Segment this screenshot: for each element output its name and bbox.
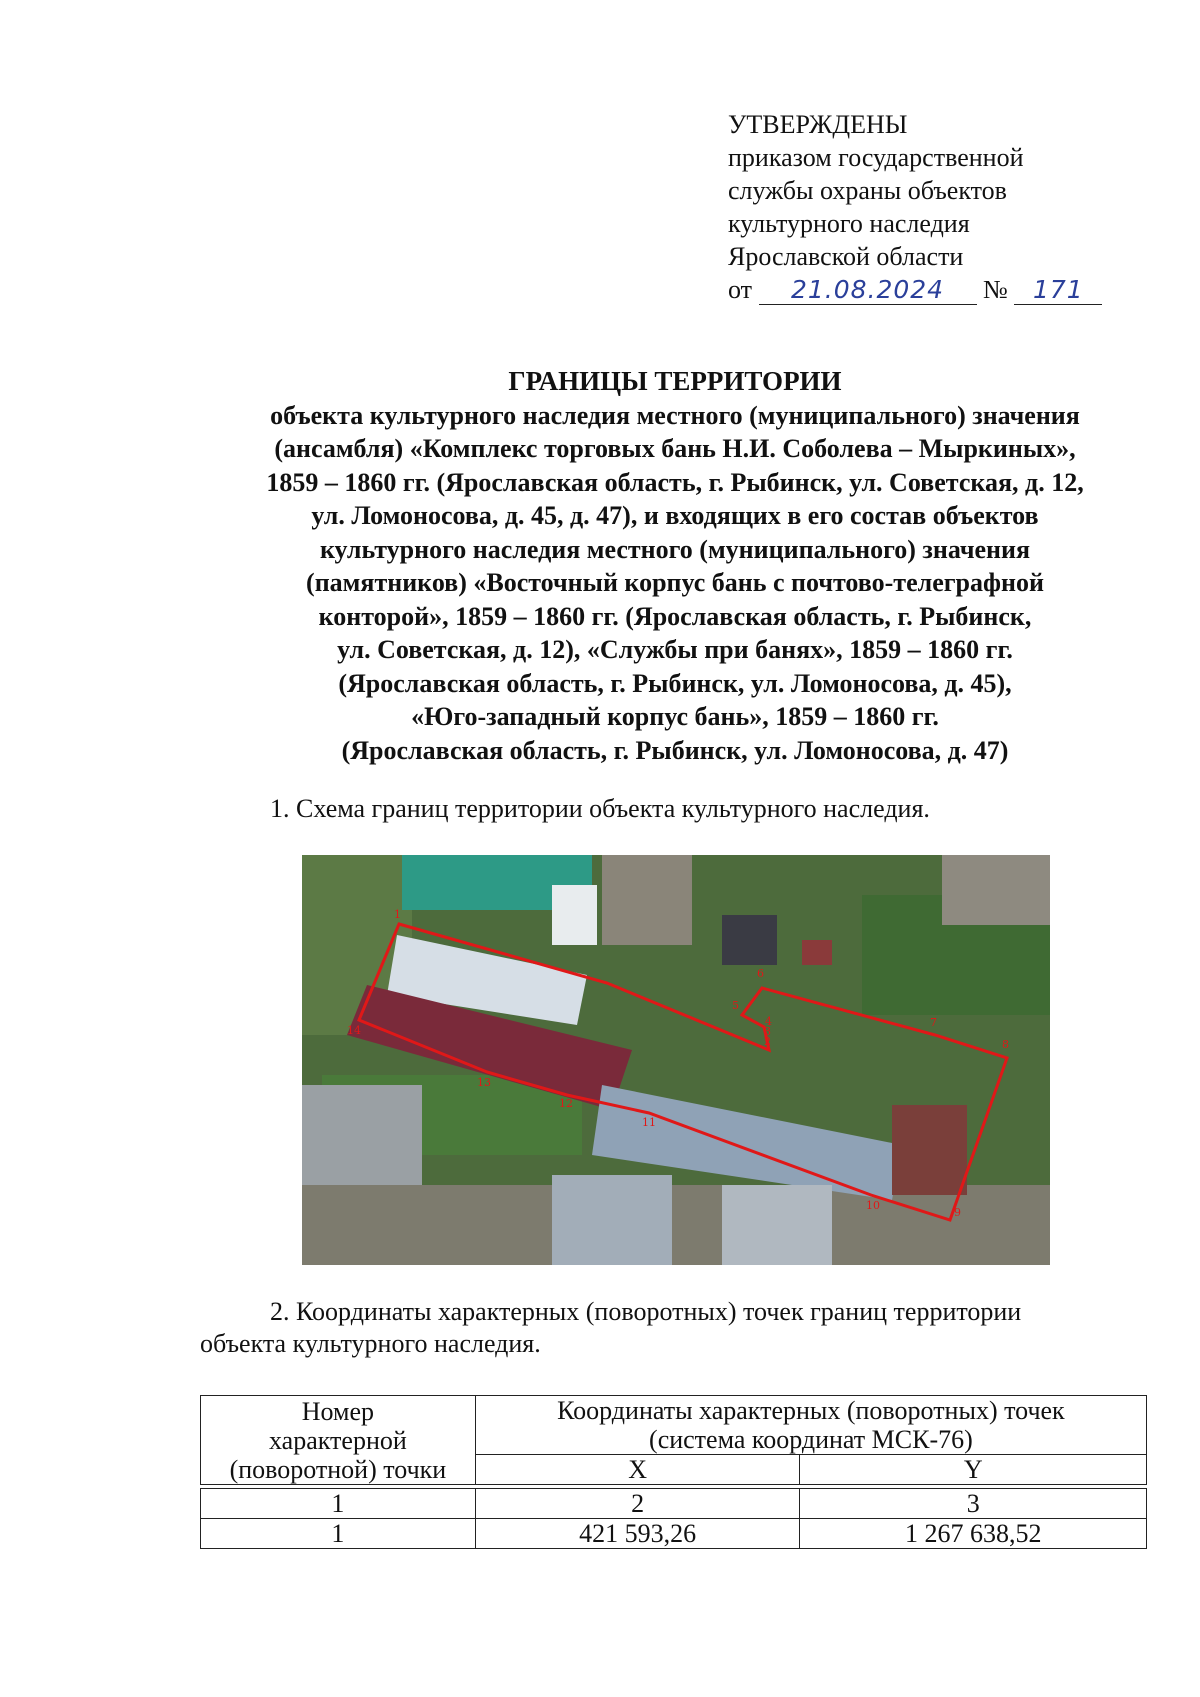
boundary-scheme-map: [302, 855, 1050, 1265]
building-roof: [722, 1185, 832, 1265]
coordinates-table: [200, 1395, 1147, 1549]
building-roof: [942, 855, 1050, 925]
point-label: 1: [394, 908, 401, 921]
document-title: [195, 365, 1155, 767]
title-line: (ансамбля) «Комплекс торговых бань Н.И. Соболева – Мыркиных»,: [274, 434, 1076, 463]
ground-area: [302, 1185, 1050, 1265]
header-text: (поворотной) точки: [229, 1454, 447, 1484]
title-main: ГРАНИЦЫ ТЕРРИТОРИИ: [508, 366, 842, 396]
point-label: 11: [642, 1116, 656, 1129]
table-cell: 1 267 638,52: [800, 1519, 1147, 1549]
table-cell: 1: [201, 1519, 476, 1549]
header-text: (система координат МСК-76): [649, 1425, 973, 1454]
point-label: 12: [559, 1097, 573, 1110]
point-label: 13: [477, 1076, 491, 1089]
point-label: 9: [954, 1206, 961, 1219]
table-cell: 1: [201, 1489, 476, 1519]
table-row: [201, 1519, 1147, 1549]
table-cell: 3: [800, 1489, 1147, 1519]
point-label: 10: [866, 1199, 880, 1212]
point-label: 5: [732, 999, 739, 1012]
table-cell: 2: [475, 1489, 800, 1519]
title-line: культурного наследия местного (муниципального) значения: [319, 534, 1031, 564]
section1-heading: 1. Схема границ территории объекта культурного наследия.: [270, 794, 930, 823]
header-x: X: [475, 1455, 800, 1485]
point-label: 3: [764, 1025, 771, 1038]
approval-date-line: [728, 273, 1102, 306]
title-line: конторой», 1859 – 1860 гг. (Ярославская область, г. Рыбинск,: [318, 601, 1032, 631]
title-line: (Ярославская область, г. Рыбинск, ул. Ломоносова, д. 47): [341, 735, 1009, 765]
point-label: 2: [764, 1035, 771, 1048]
header-point-number: [201, 1396, 476, 1485]
building-roof: [552, 1175, 672, 1265]
point-label: 7: [930, 1016, 937, 1029]
header-text: характерной: [269, 1425, 407, 1455]
ground-area: [602, 855, 692, 945]
building-red-roof: [892, 1105, 967, 1195]
approval-block: [728, 108, 1102, 306]
point-label: 4: [765, 1015, 772, 1028]
title-line: объекта культурного наследия местного (муниципального) значения: [270, 400, 1080, 430]
table-header-row: [201, 1396, 1147, 1455]
title-line: (Ярославская область, г. Рыбинск, ул. Ломоносова, д. 45),: [338, 668, 1012, 698]
building-white-roof: [552, 885, 597, 945]
point-label: 14: [347, 1024, 361, 1037]
approval-heading: УТВЕРЖДЕНЫ: [728, 110, 908, 139]
header-y: Y: [800, 1455, 1147, 1485]
approval-line: культурного наследия: [728, 209, 970, 238]
satellite-map-svg: [302, 855, 1050, 1265]
header-coordinates: [475, 1396, 1146, 1455]
building-dark-roof: [722, 915, 777, 965]
point-label: 8: [1002, 1038, 1009, 1051]
title-line: 1859 – 1860 гг. (Ярославская область, г. Рыбинск, ул. Советская, д. 12,: [266, 467, 1084, 497]
handwritten-date: 21.08.2024: [759, 276, 977, 305]
table-cell: 421 593,26: [475, 1519, 800, 1549]
section2-heading-line2: объекта культурного наследия.: [200, 1329, 541, 1358]
point-label: 6: [757, 967, 764, 980]
approval-line: Ярославской области: [728, 242, 964, 271]
title-line: (памятников) «Восточный корпус бань с почтово-телеграфной: [306, 568, 1044, 597]
header-text: Координаты характерных (поворотных) точек: [557, 1396, 1065, 1425]
date-prefix: от: [728, 275, 753, 304]
title-line: ул. Ломоносова, д. 45, д. 47), и входящих в его состав объектов: [311, 501, 1039, 530]
building-roof: [302, 1085, 422, 1185]
table-index-row: [201, 1489, 1147, 1519]
building-red-roof: [802, 940, 832, 965]
handwritten-number: 171: [1014, 276, 1102, 305]
header-text: Номер: [301, 1396, 375, 1426]
number-prefix: №: [983, 275, 1008, 304]
approval-line: службы охраны объектов: [728, 176, 1007, 205]
title-line: ул. Советская, д. 12), «Службы при банях», 1859 – 1860 гг.: [337, 635, 1013, 664]
title-line: «Юго-западный корпус бань», 1859 – 1860 гг.: [411, 702, 939, 731]
approval-line: приказом государственной: [728, 143, 1024, 172]
section2-heading-line1: 2. Координаты характерных (поворотных) точек границ территории: [270, 1297, 1022, 1326]
